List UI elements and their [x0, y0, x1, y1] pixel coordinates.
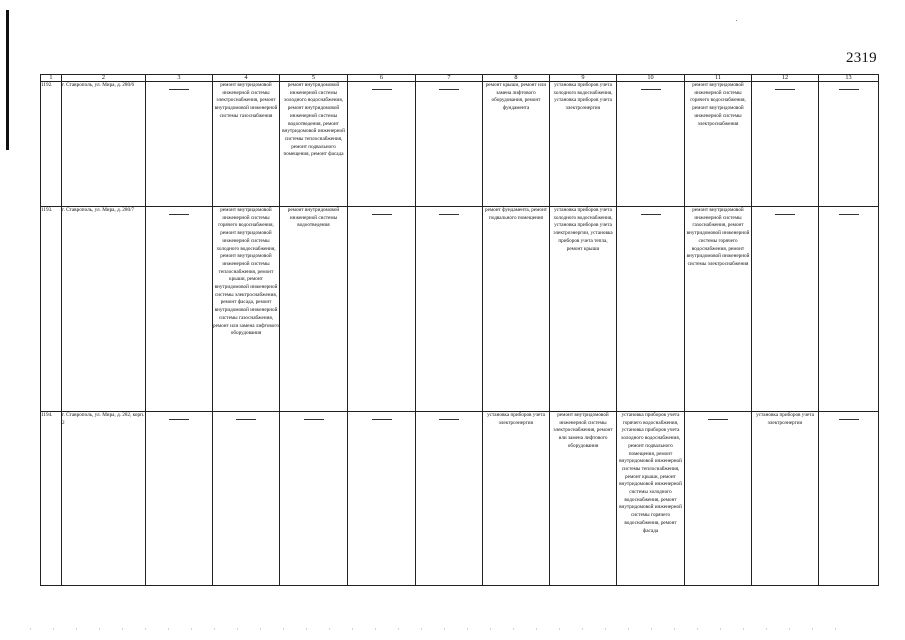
- dash-mark: [775, 214, 795, 215]
- column-number: 4: [213, 75, 280, 82]
- empty-cell: [416, 412, 483, 586]
- empty-cell: [617, 82, 685, 207]
- binder-mark: [6, 10, 9, 150]
- empty-cell: [146, 82, 213, 207]
- column-number: 10: [617, 75, 685, 82]
- row-address: г. Ставрополь, ул. Мира, д. 282, корп. 2: [62, 412, 146, 586]
- column-number: 12: [752, 75, 819, 82]
- empty-cell: [348, 82, 416, 207]
- dash-mark: [839, 89, 859, 90]
- dash-mark: [372, 419, 392, 420]
- work-cell: установка приборов учета холодного водоснабжения, установка приборов учета электроэнергии: [550, 82, 617, 207]
- empty-cell: [280, 412, 348, 586]
- column-number: 9: [550, 75, 617, 82]
- empty-cell: [819, 82, 879, 207]
- empty-cell: [819, 207, 879, 412]
- scan-noise: [30, 628, 850, 630]
- work-cell: ремонт внутридомовой инженерной системы водоотведения: [280, 207, 348, 412]
- empty-cell: [752, 207, 819, 412]
- row-number: 1194.: [41, 412, 62, 586]
- table-row: [41, 412, 879, 586]
- table-row: [41, 82, 879, 207]
- dash-mark: [439, 89, 459, 90]
- dash-mark: [439, 419, 459, 420]
- dash-mark: [236, 419, 256, 420]
- empty-cell: [617, 207, 685, 412]
- dash-mark: [641, 214, 661, 215]
- column-number: 11: [685, 75, 752, 82]
- dash-mark: [169, 419, 189, 420]
- dash-mark: [169, 214, 189, 215]
- dash-mark: [439, 214, 459, 215]
- empty-cell: [146, 412, 213, 586]
- table-row: [41, 207, 879, 412]
- work-cell: ремонт внутридомовой инженерной системы электроснабжения, ремонт или замена лифтового оборудования: [550, 412, 617, 586]
- work-cell: установка приборов учета электроэнергии: [752, 412, 819, 586]
- column-number: 7: [416, 75, 483, 82]
- work-cell: ремонт внутридомовой инженерной системы газоснабжения, ремонт внутридомовой инженерной системы горячего водоснабжения, ремонт внутридомовой инженерной системы электроснабжения: [685, 207, 752, 412]
- dash-mark: [839, 419, 859, 420]
- empty-cell: [416, 207, 483, 412]
- empty-cell: [416, 82, 483, 207]
- work-cell: ремонт внутридомовой инженерной системы горячего водоснабжения, ремонт внутридомовой инженерной системы электроснабжения: [685, 82, 752, 207]
- work-cell: установка приборов учета электроэнергии: [483, 412, 550, 586]
- dash-mark: [641, 89, 661, 90]
- work-cell: установка приборов учета холодного водоснабжения, установка приборов учета электроэнергии, установка приборов учета тепла, ремонт крыши: [550, 207, 617, 412]
- repair-schedule-table: [40, 74, 879, 586]
- work-cell: установка приборов учета горячего водоснабжения, установка приборов учета холодного водоснабжения, ремонт подвального помещения, ремонт внутридомовой инженерной системы теплоснабжения, ремонт крыши, ремонт внутридомовой инженерной системы холодного водоснабжения, ремонт внутридомовой инженерной системы горячего водоснабжения, ремонт фасада: [617, 412, 685, 586]
- empty-cell: [348, 412, 416, 586]
- dash-mark: [372, 89, 392, 90]
- dash-mark: [372, 214, 392, 215]
- empty-cell: [146, 207, 213, 412]
- empty-cell: [348, 207, 416, 412]
- column-number: 6: [348, 75, 416, 82]
- row-number: 1192.: [41, 82, 62, 207]
- scan-speck: [736, 20, 737, 21]
- empty-cell: [213, 412, 280, 586]
- column-number: 8: [483, 75, 550, 82]
- empty-cell: [685, 412, 752, 586]
- dash-mark: [775, 89, 795, 90]
- work-cell: ремонт крыши, ремонт или замена лифтового оборудования, ремонт фундамента: [483, 82, 550, 207]
- empty-cell: [819, 412, 879, 586]
- column-number: 2: [62, 75, 146, 82]
- dash-mark: [169, 89, 189, 90]
- row-address: г. Ставрополь, ул. Мира, д. 280/7: [62, 207, 146, 412]
- empty-cell: [752, 82, 819, 207]
- dash-mark: [839, 214, 859, 215]
- work-cell: ремонт внутридомовой инженерной системы горячего водоснабжения, ремонт внутридомовой инженерной системы холодного водоснабжения, ремонт внутридомовой инженерной системы теплоснабжения, ремонт крыши, ремонт внутридомовой инженерной системы электроснабжения, ремонт фасада, ремонт внутридомовой инженерной системы газоснабжения, ремонт или замена лифтового оборудования: [213, 207, 280, 412]
- column-number: 1: [41, 75, 62, 82]
- column-number-row: [41, 75, 879, 82]
- row-address: г. Ставрополь, ул. Мира, д. 280/6: [62, 82, 146, 207]
- work-cell: ремонт внутридомовой инженерной системы электроснабжения, ремонт внутридомовой инженерной системы газоснабжения: [213, 82, 280, 207]
- column-number: 13: [819, 75, 879, 82]
- work-cell: ремонт фундамента, ремонт подвального помещения: [483, 207, 550, 412]
- work-cell: ремонт внутридомовой инженерной системы холодного водоснабжения, ремонт внутридомовой инженерной системы водоотведения, ремонт внутридомовой инженерной системы теплоснабжения, ремонт подвального помещения, ремонт фасада: [280, 82, 348, 207]
- dash-mark: [708, 419, 728, 420]
- page-number: 2319: [846, 50, 877, 66]
- column-number: 5: [280, 75, 348, 82]
- row-number: 1193.: [41, 207, 62, 412]
- dash-mark: [304, 419, 324, 420]
- column-number: 3: [146, 75, 213, 82]
